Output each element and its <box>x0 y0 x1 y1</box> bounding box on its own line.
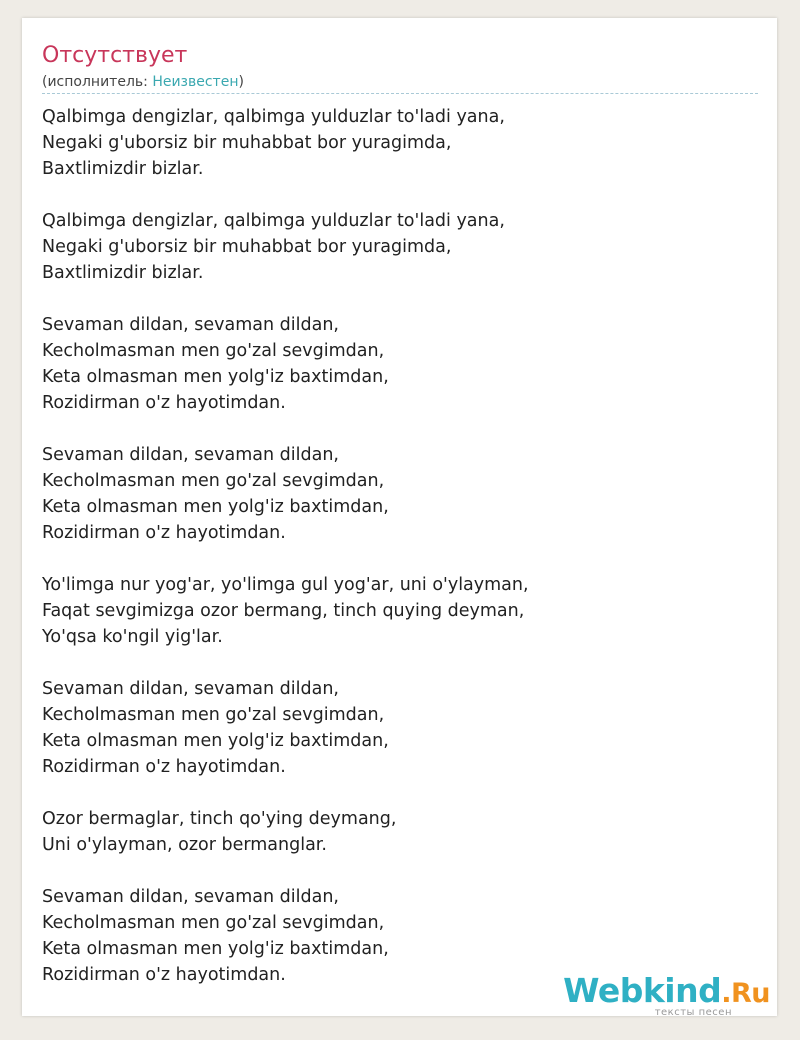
lyric-line: Negaki g'uborsiz bir muhabbat bor yuragimda, <box>42 133 452 153</box>
lyrics-stanza <box>42 572 742 650</box>
artist-suffix: ) <box>238 74 244 90</box>
lyric-line: Keta olmasman men yolg'iz baxtimdan, <box>42 367 389 387</box>
lyric-line: Negaki g'uborsiz bir muhabbat bor yuragimda, <box>42 237 452 257</box>
lyrics-stanza <box>42 312 742 416</box>
lyric-line: Kecholmasman men go'zal sevgimdan, <box>42 341 385 361</box>
lyric-line: Kecholmasman men go'zal sevgimdan, <box>42 913 385 933</box>
lyric-line: Qalbimga dengizlar, qalbimga yulduzlar to'ladi yana, <box>42 211 505 231</box>
site-logo[interactable] <box>563 973 770 1018</box>
lyric-line: Keta olmasman men yolg'iz baxtimdan, <box>42 939 389 959</box>
lyric-line: Keta olmasman men yolg'iz baxtimdan, <box>42 731 389 751</box>
lyric-line: Faqat sevgimizga ozor bermang, tinch quying deyman, <box>42 601 525 621</box>
lyric-line: Uni o'ylayman, ozor bermanglar. <box>42 835 327 855</box>
song-title: Отсутствует <box>42 43 188 68</box>
lyric-line: Rozidirman o'z hayotimdan. <box>42 757 286 777</box>
artist-link[interactable]: Неизвестен <box>152 74 239 90</box>
lyric-line: Yo'qsa ko'ngil yig'lar. <box>42 627 223 647</box>
lyric-line: Sevaman dildan, sevaman dildan, <box>42 887 339 907</box>
lyrics-stanza <box>42 806 742 858</box>
lyrics-stanza <box>42 208 742 286</box>
logo-suffix-text: .Ru <box>721 978 770 1009</box>
lyric-line: Sevaman dildan, sevaman dildan, <box>42 315 339 335</box>
lyric-line: Qalbimga dengizlar, qalbimga yulduzlar to'ladi yana, <box>42 107 505 127</box>
logo-main-text: Webkind <box>563 971 722 1010</box>
lyric-line: Kecholmasman men go'zal sevgimdan, <box>42 471 385 491</box>
lyric-line: Ozor bermaglar, tinch qo'ying deymang, <box>42 809 397 829</box>
lyric-line: Keta olmasman men yolg'iz baxtimdan, <box>42 497 389 517</box>
artist-line <box>42 73 244 91</box>
lyrics-body <box>42 104 742 988</box>
lyrics-stanza <box>42 676 742 780</box>
lyric-line: Baxtlimizdir bizlar. <box>42 263 204 283</box>
lyric-line: Rozidirman o'z hayotimdan. <box>42 393 286 413</box>
lyric-line: Kecholmasman men go'zal sevgimdan, <box>42 705 385 725</box>
divider <box>42 93 758 94</box>
lyric-line: Baxtlimizdir bizlar. <box>42 159 204 179</box>
lyric-line: Rozidirman o'z hayotimdan. <box>42 965 286 985</box>
lyric-line: Sevaman dildan, sevaman dildan, <box>42 679 339 699</box>
logo-subtitle: тексты песен <box>654 1007 732 1018</box>
artist-prefix: (исполнитель: <box>42 74 153 90</box>
lyrics-stanza <box>42 442 742 546</box>
lyric-line: Sevaman dildan, sevaman dildan, <box>42 445 339 465</box>
lyric-line: Yo'limga nur yog'ar, yo'limga gul yog'ar, uni o'ylayman, <box>42 575 529 595</box>
lyric-line: Rozidirman o'z hayotimdan. <box>42 523 286 543</box>
lyrics-stanza <box>42 104 742 182</box>
